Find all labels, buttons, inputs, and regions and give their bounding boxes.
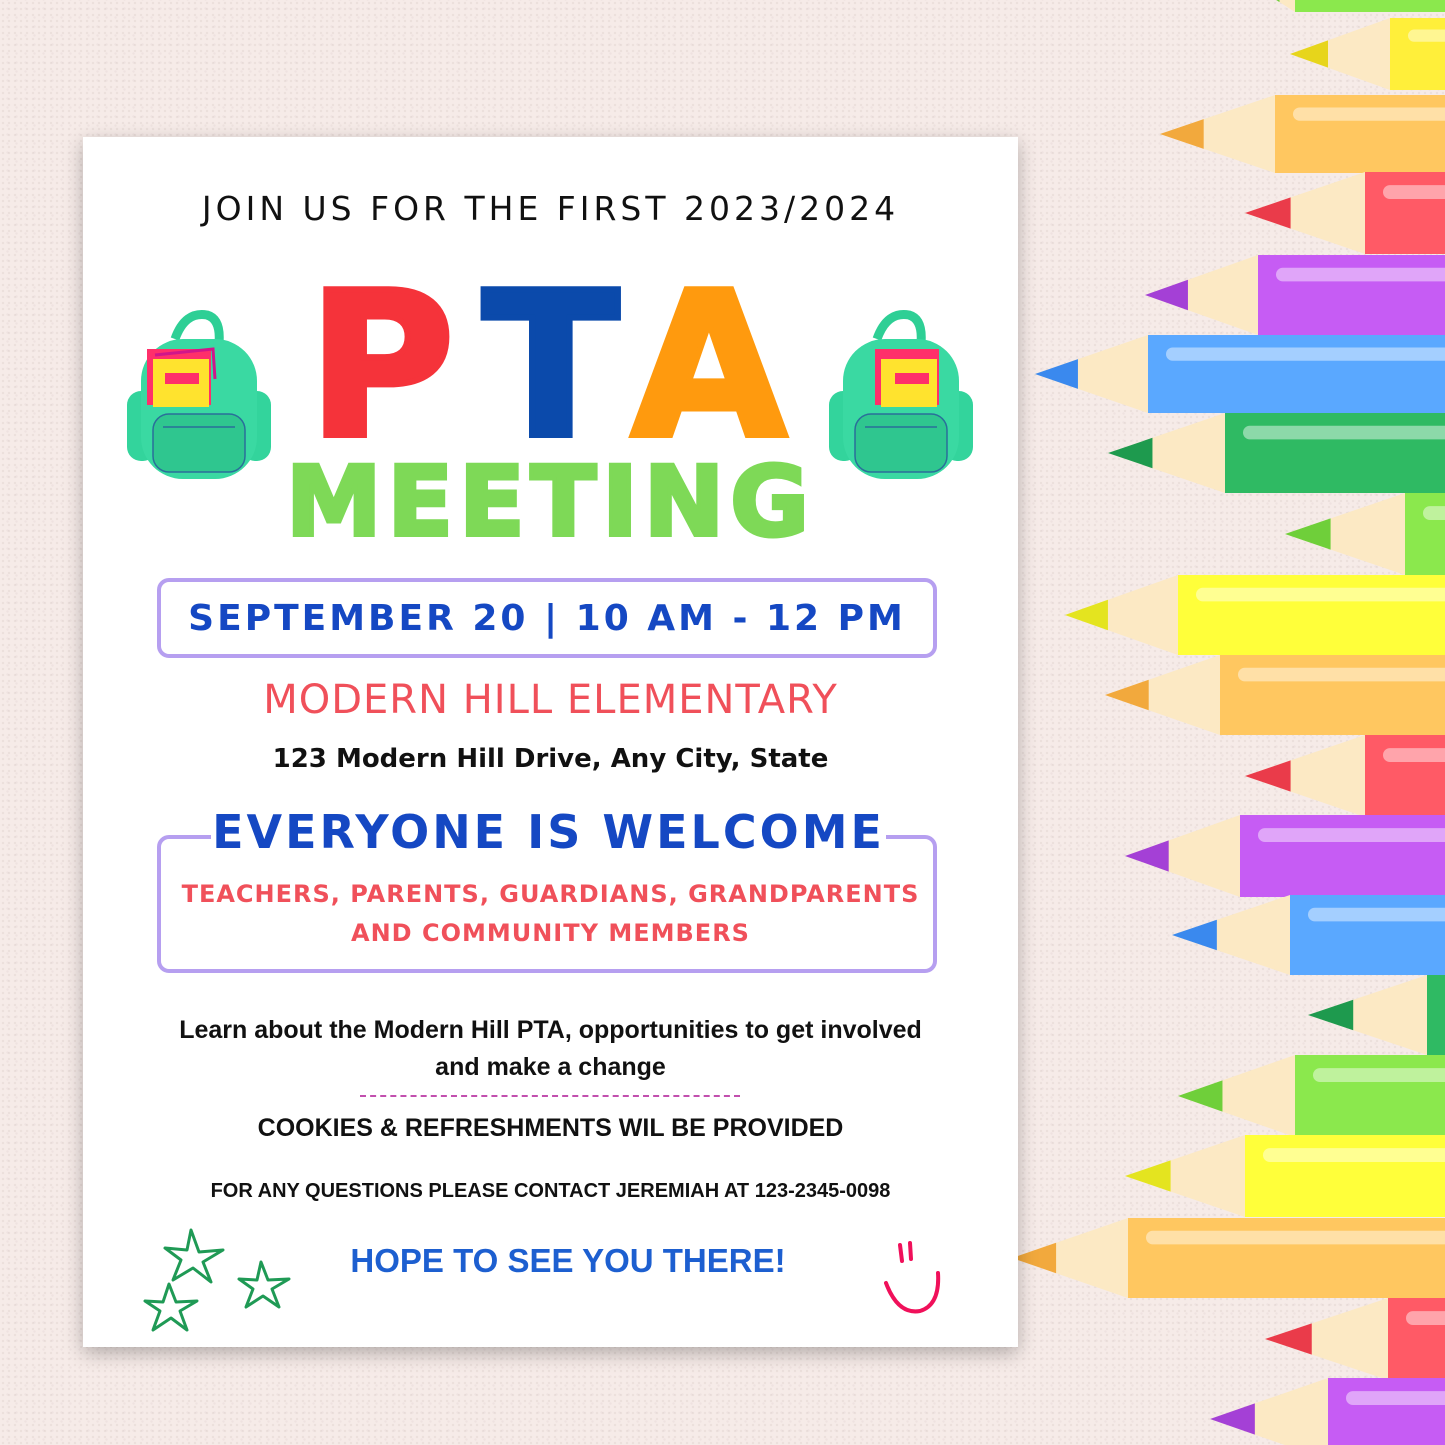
- colored-pencil-icon: [1245, 735, 1445, 817]
- colored-pencil-icon: [1012, 1218, 1445, 1298]
- dashed-divider: [360, 1095, 740, 1097]
- audience-list: [83, 875, 1018, 953]
- smiley-icon: [878, 1237, 948, 1322]
- colored-pencil-icon: [1245, 172, 1445, 254]
- audience-line: AND COMMUNITY MEMBERS: [351, 919, 750, 947]
- title-letter-a: A: [631, 250, 815, 483]
- audience-line: TEACHERS, PARENTS, GUARDIANS, GRANDPARENTS: [181, 880, 920, 908]
- colored-pencil-icon: [1172, 895, 1445, 975]
- colored-pencil-icon: [1160, 95, 1445, 173]
- learn-line: and make a change: [435, 1053, 666, 1081]
- colored-pencil-icon: [1290, 18, 1445, 90]
- colored-pencil-icon: [1105, 655, 1445, 735]
- pta-title: [308, 250, 815, 483]
- school-name: MODERN HILL ELEMENTARY: [263, 677, 838, 723]
- colored-pencil-icon: [1108, 413, 1445, 493]
- colored-pencil-icon: [1125, 1135, 1445, 1217]
- closing-message: HOPE TO SEE YOU THERE!: [350, 1242, 786, 1279]
- star-icon: [131, 1222, 296, 1342]
- date-time-box: [157, 578, 937, 658]
- colored-pencil-icon: [1210, 1378, 1445, 1445]
- colored-pencil-icon: [1125, 815, 1445, 897]
- intro-text: JOIN US FOR THE FIRST 2023/2024: [201, 189, 900, 228]
- colored-pencil-icon: [1308, 975, 1445, 1055]
- title-letter-p: P: [308, 250, 483, 483]
- learn-line: Learn about the Modern Hill PTA, opportunities to get involved: [179, 1016, 922, 1044]
- meeting-title: MEETING: [285, 446, 816, 558]
- colored-pencil-icon: [1145, 255, 1445, 335]
- flyer: [83, 137, 1018, 1347]
- welcome-heading: EVERYONE IS WELCOME: [211, 801, 886, 863]
- learn-text: [123, 1012, 978, 1086]
- colored-pencil-icon: [1285, 493, 1445, 575]
- refreshments-note: COOKIES & REFRESHMENTS WIL BE PROVIDED: [257, 1114, 844, 1142]
- date-time: SEPTEMBER 20 | 10 AM - 12 PM: [188, 597, 906, 639]
- title-letter-t: T: [482, 250, 632, 483]
- colored-pencil-icon: [1270, 0, 1445, 12]
- colored-pencil-icon: [1065, 575, 1445, 655]
- school-address: 123 Modern Hill Drive, Any City, State: [272, 744, 829, 774]
- colored-pencil-icon: [1035, 335, 1445, 413]
- colored-pencil-icon: [1265, 1298, 1445, 1380]
- colored-pencil-icon: [1178, 1055, 1445, 1137]
- contact-info: FOR ANY QUESTIONS PLEASE CONTACT JEREMIAH AT 123-2345-0098: [210, 1180, 891, 1202]
